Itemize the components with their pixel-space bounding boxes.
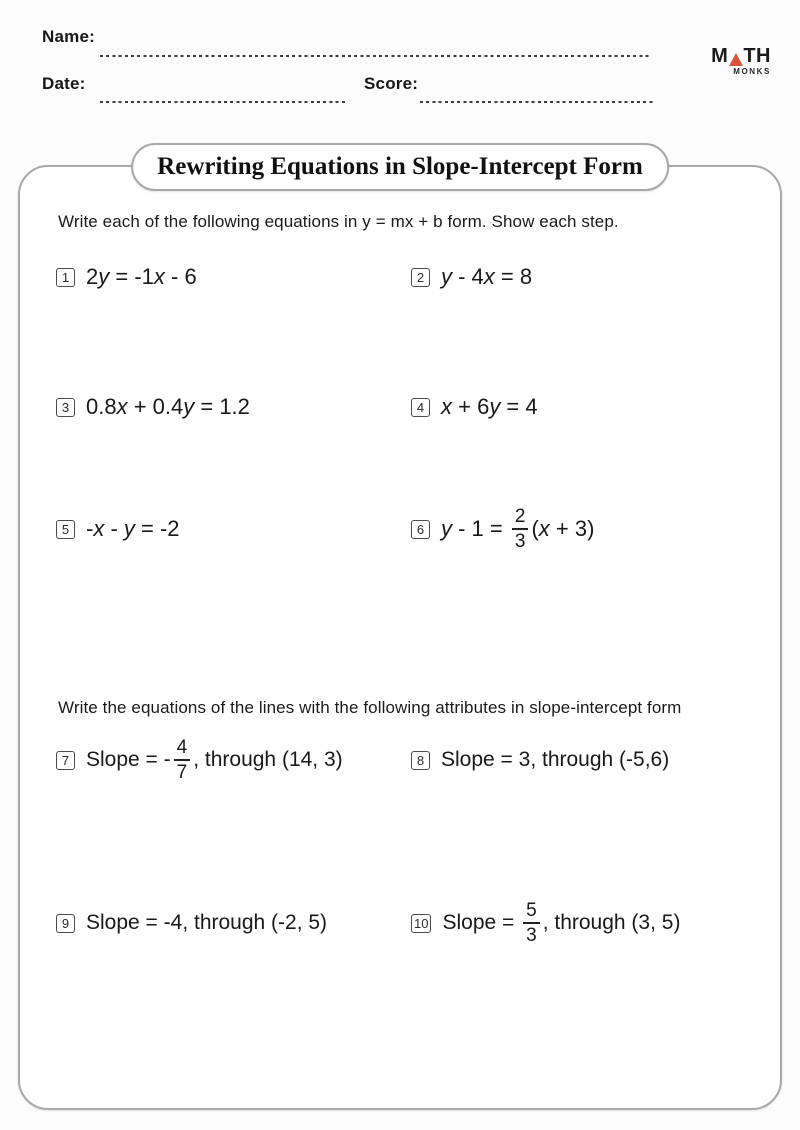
equation: 0.8 x + 0.4 y = 1.2 [86,394,250,419]
logo-letters-th: TH [743,45,771,67]
equation: Slope = - $\frac{4}{7}$ , through (14, 3) [86,737,343,783]
problem-number-badge: 7 [56,751,75,770]
problem-7 [56,738,411,782]
problem-row-4 [20,735,780,785]
problem-number-badge: 4 [411,398,430,417]
problem-number-badge: 10 [411,914,431,933]
equation: y - 4 x = 8 [441,264,533,289]
equation: Slope = $\frac{5}{3}$ , through (3, 5) [442,900,681,946]
equation: 2 y = -1 x - 6 [86,264,197,289]
logo-letter-m: M [711,45,729,67]
problem-row-5 [20,898,780,948]
equation: y - 1 = $\frac{2}{3}$ ( x + 3) [441,506,595,552]
score-label: Score: [364,74,419,93]
problem-row-1 [20,260,780,294]
problem-10 [411,901,780,945]
name-input-line[interactable] [100,55,652,57]
section2-instruction: Write the equations of the lines with the following attributes in slope-intercept form [58,698,682,717]
date-label: Date: [42,74,86,93]
section1-instruction: Write each of the following equations in y = mx + b form. Show each step. [58,212,619,231]
problem-number-badge: 1 [56,268,75,287]
problem-number-badge: 6 [411,520,430,539]
problem-2 [411,264,780,290]
logo-math-text [697,46,771,66]
date-input-line[interactable] [100,101,346,103]
worksheet-body [18,153,782,1110]
problem-number-badge: 9 [56,914,75,933]
problem-1 [56,264,411,290]
equation: Slope = -4, through (-2, 5) [86,911,328,934]
equation: Slope = 3, through (-5,6) [441,748,670,771]
logo-monks-text: MONKS [733,67,771,76]
problem-number-badge: 5 [56,520,75,539]
page-title: Rewriting Equations in Slope-Intercept Form [131,143,669,191]
problem-8 [411,748,780,772]
problem-4 [411,394,780,420]
problem-6 [411,507,780,551]
problem-9 [56,911,411,935]
problem-row-3 [20,504,780,554]
name-label: Name: [42,27,95,46]
math-monks-logo [697,46,771,76]
triangle-icon [729,53,743,66]
problem-number-badge: 8 [411,751,430,770]
score-input-line[interactable] [420,101,654,103]
problem-row-2 [20,390,780,424]
problem-number-badge: 3 [56,398,75,417]
equation: - x - y = -2 [86,516,180,541]
equation: x + 6 y = 4 [441,394,538,419]
problem-3 [56,394,411,420]
worksheet-header [0,0,800,150]
problem-5 [56,516,411,542]
problem-number-badge: 2 [411,268,430,287]
